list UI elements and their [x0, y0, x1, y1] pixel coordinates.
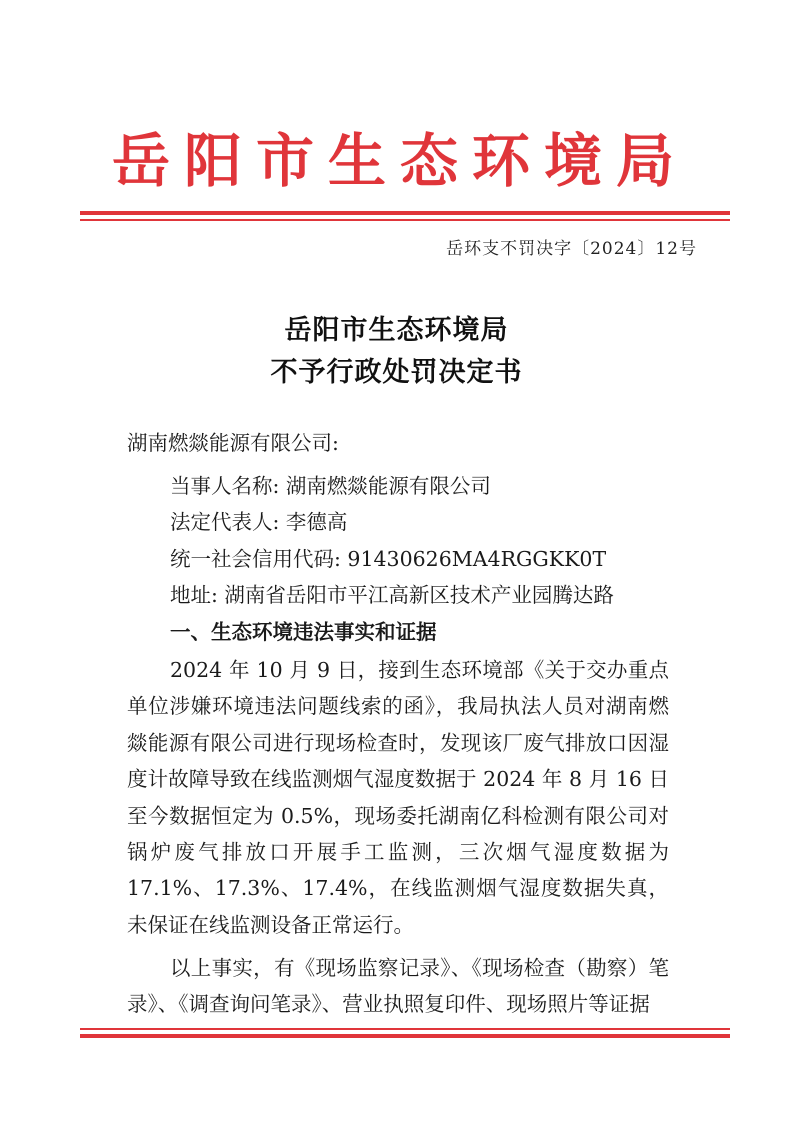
- document-title-line2: 不予行政处罚决定书: [270, 357, 523, 388]
- footer-rule-thin: [80, 1028, 730, 1030]
- credit-code: 统一社会信用代码: 91430626MA4RGGKK0T: [170, 547, 607, 571]
- evidence-paragraph: 以上事实，有《现场监察记录》、《现场检查（勘察）笔录》、《调查询问笔录》、营业执照复印件、现场照片等证据: [127, 956, 669, 1017]
- document-title-line1: 岳阳市生态环境局: [284, 315, 509, 346]
- header-rule-thick: [80, 211, 730, 215]
- party-address: 地址: 湖南省岳阳市平江高新区技术产业园腾达路: [170, 583, 614, 607]
- document-number: 岳环支不罚决字〔2024〕12号: [446, 239, 697, 259]
- addressee: 湖南燃燚能源有限公司:: [127, 431, 339, 455]
- section-heading: 一、生态环境违法事实和证据: [170, 620, 437, 644]
- party-name: 当事人名称: 湖南燃燚能源有限公司: [170, 474, 491, 498]
- facts-paragraph: 2024 年 10 月 9 日，接到生态环境部《关于交办重点单位涉嫌环境违法问题线索的函》，我局执法人员对湖南燃燚能源有限公司进行现场检查时，发现该厂废气排放口因湿度计故障导致在线监测烟气湿度数据于 2024 年 8 月 16 日至今数据恒定为 0.5%，现场委托湖南亿科检测有限公司对锅炉废气排放口开展手工监测，三次烟气湿度数据为 17.1%、17.3%、17.4%，在线监测烟气湿度数据失真，未保证在线监测设备正常运行。: [127, 658, 669, 937]
- legal-representative: 法定代表人: 李德高: [170, 510, 348, 534]
- org-header-title: 岳阳市生态环境局: [111, 127, 688, 195]
- footer-rule-thick: [80, 1034, 730, 1038]
- header-rule-thin: [80, 219, 730, 221]
